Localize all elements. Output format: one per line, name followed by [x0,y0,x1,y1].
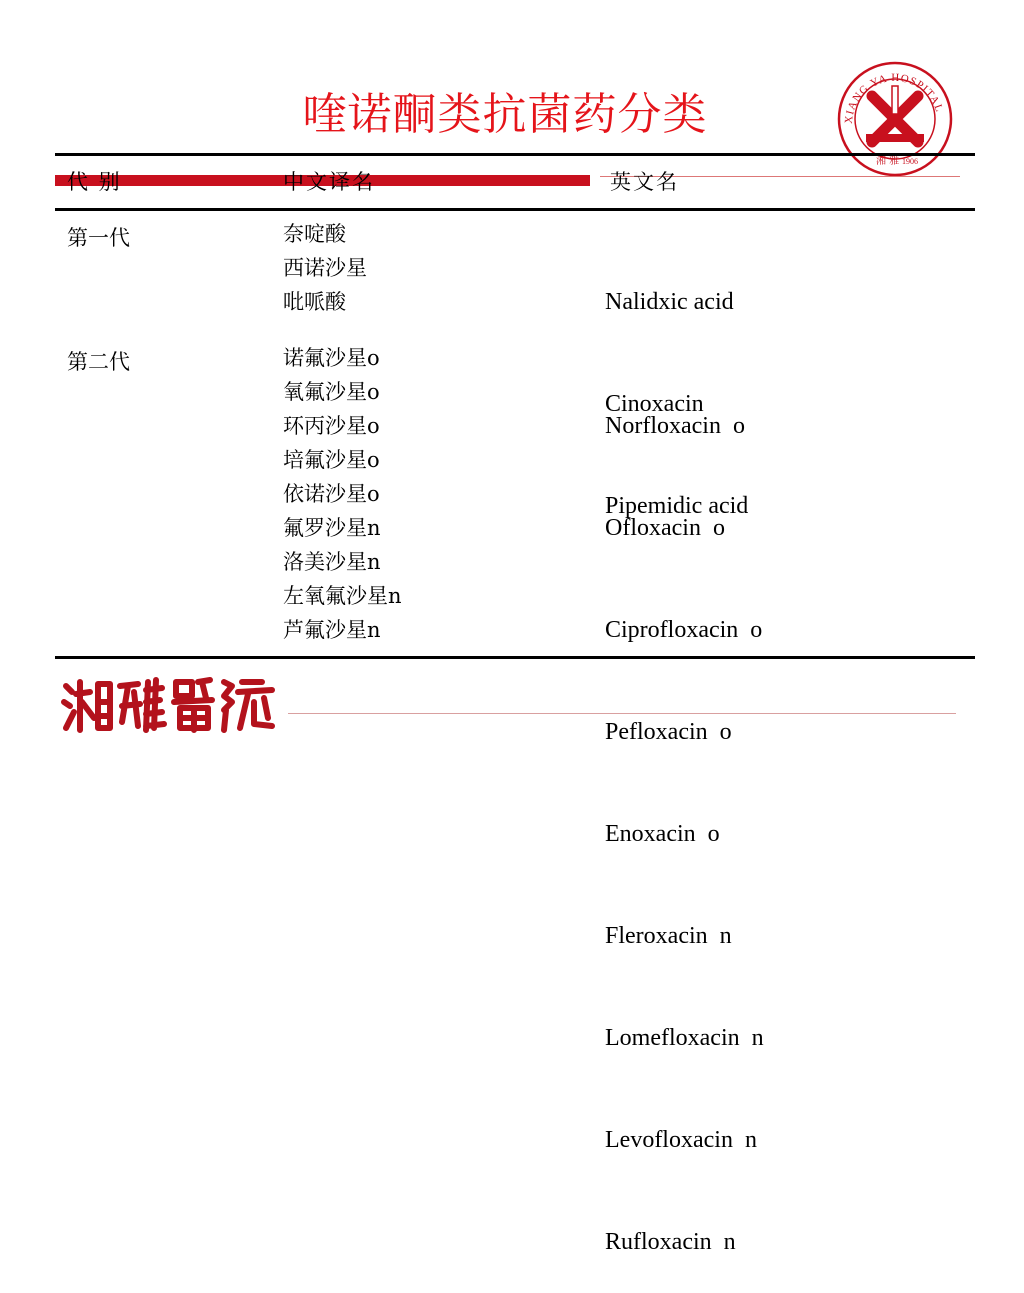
svg-text:1906: 1906 [902,157,918,166]
group2-english-list [605,341,764,1293]
list-item: Pipemidic acid [605,493,749,519]
group1-chinese-list [283,217,367,319]
table-bottom-rule [55,656,975,659]
list-item: 西诺沙星 [283,256,367,280]
list-item: 芦氟沙星n [283,618,381,642]
svg-text:湘雅醫院: 湘雅醫院 [58,670,62,671]
list-item: Enoxacin o [605,821,720,847]
group2-chinese-list [283,341,402,647]
header-generation: 代 别 [67,170,122,194]
generation-label-1: 第一代 [67,226,130,250]
header-chinese-name: 中文译名 [283,170,375,194]
page-title: 喹诺酮类抗菌药分类 [302,89,708,140]
header-english-name: 英文名 [610,170,679,194]
calligraphy-signature [58,672,280,736]
list-item: 吡哌酸 [283,290,346,314]
list-item: Ofloxacin o [605,515,725,541]
svg-text:湘 雅: 湘 雅 [876,156,900,167]
xiangya-hospital-logo [836,60,954,178]
list-item: 氟罗沙星n [283,516,381,540]
list-item: Cinoxacin [605,391,704,417]
list-item: 奈啶酸 [283,222,346,246]
list-item: 氧氟沙星o [283,380,380,404]
generation-label-2: 第二代 [67,350,130,374]
list-item: 环丙沙星o [283,414,380,438]
list-item: 依诺沙星o [283,482,380,506]
list-item: Fleroxacin n [605,923,732,949]
svg-text:XIANG YA HOSPITAL: XIANG YA HOSPITAL [842,71,946,125]
list-item: 左氧氟沙星n [283,584,402,608]
table-header-rule [55,208,975,211]
list-item: Rufloxacin n [605,1229,736,1255]
list-item: Pefloxacin o [605,719,732,745]
list-item: Levofloxacin n [605,1127,757,1153]
list-item: Norfloxacin o [605,413,745,439]
list-item: Lomefloxacin n [605,1025,764,1051]
list-item: 培氟沙星o [283,448,380,472]
list-item: Ciprofloxacin o [605,617,763,643]
list-item: 诺氟沙星o [283,346,380,370]
list-item: 洛美沙星n [283,550,381,574]
footer-rule [288,713,956,714]
table-top-rule [55,153,975,156]
list-item: Nalidxic acid [605,289,734,315]
